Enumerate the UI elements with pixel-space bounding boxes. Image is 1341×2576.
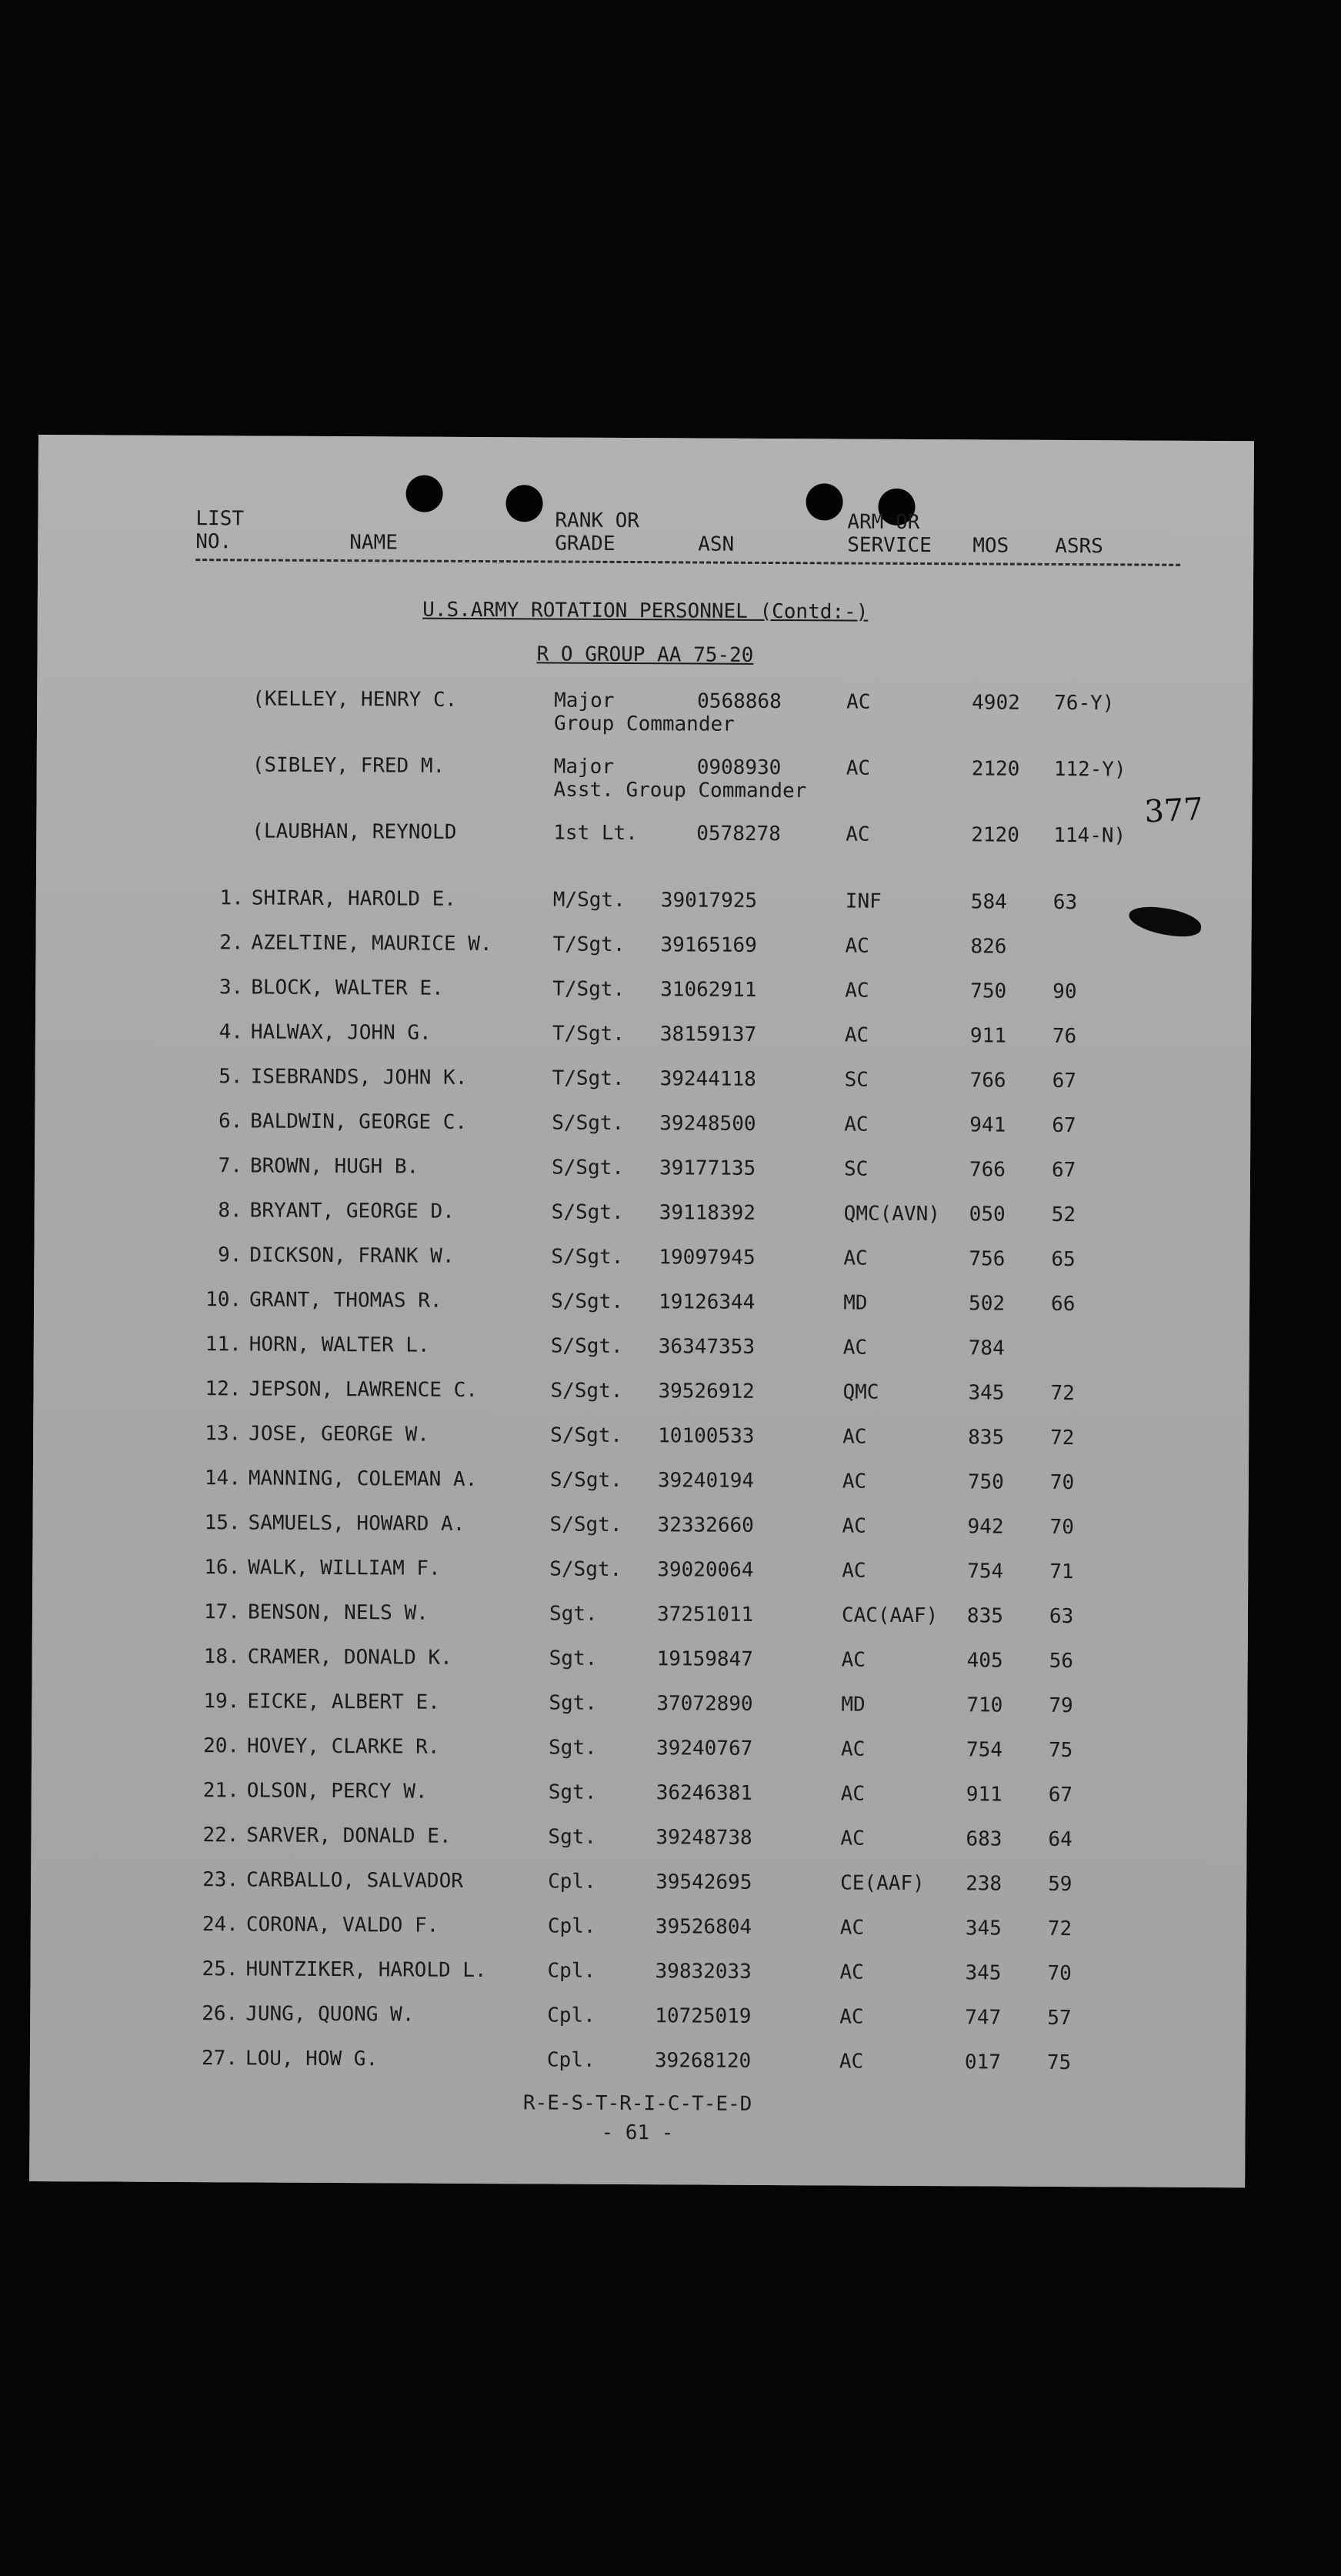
person-rank: Cpl. xyxy=(548,1870,596,1894)
personnel-row xyxy=(32,1733,1247,1784)
person-name: SHIRAR, HAROLD E. xyxy=(251,886,457,911)
person-mos: 710 xyxy=(966,1693,1003,1717)
person-arm: AC xyxy=(839,1960,864,1984)
person-arm: AC xyxy=(844,1113,869,1136)
person-asrs: 52 xyxy=(1051,1203,1076,1227)
person-rank: Cpl. xyxy=(547,1959,596,1983)
person-rank: T/Sgt. xyxy=(552,1022,625,1046)
person-asrs: 90 xyxy=(1052,979,1077,1004)
person-asrs: 72 xyxy=(1050,1381,1075,1406)
punch-hole xyxy=(505,485,542,522)
personnel-row xyxy=(35,975,1251,1026)
person-arm: AC xyxy=(845,934,869,958)
list-number: 13. xyxy=(205,1422,242,1446)
list-number: 10. xyxy=(205,1288,242,1312)
list-number: 22. xyxy=(202,1824,239,1847)
person-asrs: 63 xyxy=(1052,890,1078,915)
person-rank: S/Sgt. xyxy=(551,1245,624,1269)
person-asrs: 70 xyxy=(1049,1515,1074,1540)
list-number: 27. xyxy=(201,2047,239,2070)
restricted-marking: R-E-S-T-R-I-C-T-E-D xyxy=(522,2091,752,2116)
person-arm: QMC xyxy=(842,1380,879,1404)
list-number: 24. xyxy=(202,1913,239,1937)
person-asn: 36246381 xyxy=(655,1781,753,1805)
person-arm: AC xyxy=(842,1470,867,1493)
person-asn: 39165169 xyxy=(660,933,757,957)
person-rank: S/Sgt. xyxy=(550,1423,623,1447)
officer-row xyxy=(37,752,1253,803)
person-mos: 345 xyxy=(965,1917,1002,1940)
personnel-row xyxy=(32,1510,1248,1561)
list-number: 21. xyxy=(202,1779,239,1803)
person-asrs: 70 xyxy=(1049,1470,1075,1495)
personnel-row xyxy=(30,1957,1246,2007)
punch-hole xyxy=(405,475,442,512)
person-mos: 502 xyxy=(969,1292,1006,1316)
officer-arm: AC xyxy=(846,690,871,714)
person-arm: AC xyxy=(842,1336,868,1360)
document-page xyxy=(29,435,1254,2187)
officer-row xyxy=(36,819,1252,869)
personnel-row xyxy=(34,1332,1249,1383)
person-mos: 766 xyxy=(969,1069,1006,1093)
person-asn: 39832033 xyxy=(655,1960,752,1984)
person-mos: 784 xyxy=(968,1336,1005,1360)
person-name: CARBALLO, SALVADOR xyxy=(246,1868,464,1893)
person-mos: 942 xyxy=(967,1515,1004,1539)
person-rank: S/Sgt. xyxy=(551,1156,625,1180)
person-name: MANNING, COLEMAN A. xyxy=(248,1467,478,1492)
header-asrs: ASRS xyxy=(1055,534,1103,559)
officer-arm: AC xyxy=(846,756,871,780)
person-asn: 37072890 xyxy=(656,1692,753,1716)
person-asn: 39020064 xyxy=(657,1558,754,1582)
person-asrs: 71 xyxy=(1049,1560,1074,1584)
person-mos: 345 xyxy=(968,1381,1005,1405)
personnel-row xyxy=(35,1153,1250,1204)
person-asn: 39017925 xyxy=(660,889,758,913)
person-mos: 911 xyxy=(966,1783,1002,1807)
person-mos: 911 xyxy=(969,1024,1006,1048)
person-asn: 39268120 xyxy=(654,2049,752,2073)
personnel-row xyxy=(33,1421,1249,1472)
person-rank: S/Sgt. xyxy=(549,1468,622,1492)
person-asn: 39240194 xyxy=(657,1469,755,1493)
person-mos: 835 xyxy=(966,1604,1004,1628)
officer-role: Asst. Group Commander xyxy=(553,778,807,803)
person-arm: AC xyxy=(843,1246,868,1270)
header-rank: RANK OR GRADE xyxy=(555,509,640,556)
person-asn: 10100533 xyxy=(658,1424,755,1448)
officer-asn: 0568868 xyxy=(697,689,782,714)
person-asrs: 70 xyxy=(1047,1961,1072,1986)
officer-row xyxy=(37,686,1253,737)
person-mos: 766 xyxy=(969,1158,1006,1182)
header-list-no: LIST NO. xyxy=(195,507,245,554)
person-arm: INF xyxy=(845,889,882,913)
person-mos: 683 xyxy=(966,1827,1002,1851)
person-name: JEPSON, LAWRENCE C. xyxy=(249,1377,479,1403)
officer-asrs: 114-N) xyxy=(1053,823,1126,848)
personnel-row xyxy=(31,1823,1246,1874)
person-asn: 39526912 xyxy=(658,1380,755,1403)
person-asrs: 72 xyxy=(1047,1917,1072,1941)
person-asrs: 75 xyxy=(1048,1738,1073,1763)
person-arm: CAC(AAF) xyxy=(841,1603,939,1628)
personnel-row xyxy=(35,1109,1250,1160)
person-arm: AC xyxy=(840,1737,866,1761)
person-arm: MD xyxy=(843,1291,868,1315)
person-name: HALWAX, JOHN G. xyxy=(250,1020,432,1045)
person-rank: S/Sgt. xyxy=(549,1557,622,1581)
person-name: BLOCK, WALTER E. xyxy=(251,976,444,1000)
person-name: JUNG, QUONG W. xyxy=(245,2002,415,2027)
person-rank: S/Sgt. xyxy=(552,1111,625,1135)
person-asrs: 67 xyxy=(1052,1113,1076,1138)
person-arm: AC xyxy=(841,1648,866,1672)
list-number: 17. xyxy=(203,1600,241,1624)
person-name: HOVEY, CLARKE R. xyxy=(247,1734,440,1759)
personnel-row xyxy=(36,886,1252,936)
personnel-row xyxy=(35,1019,1251,1070)
person-mos: 941 xyxy=(969,1113,1006,1137)
list-number: 26. xyxy=(202,2002,239,2026)
person-arm: CE(AAF) xyxy=(840,1871,925,1896)
person-rank: Cpl. xyxy=(546,2048,595,2072)
officer-name: (LAUBHAN, REYNOLD xyxy=(252,819,457,844)
person-name: HORN, WALTER L. xyxy=(249,1333,430,1357)
person-asrs: 56 xyxy=(1049,1649,1074,1673)
person-mos: 050 xyxy=(969,1203,1006,1226)
person-asn: 39240767 xyxy=(655,1737,753,1760)
person-asrs: 67 xyxy=(1051,1158,1076,1183)
person-mos: 747 xyxy=(965,2006,1002,2030)
person-mos: 017 xyxy=(964,2050,1001,2074)
person-mos: 584 xyxy=(970,890,1007,914)
officer-rank: 1st Lt. xyxy=(553,821,638,846)
list-number: 14. xyxy=(204,1467,241,1490)
person-asn: 31062911 xyxy=(660,978,757,1002)
list-number: 7. xyxy=(218,1154,243,1178)
person-name: WALK, WILLIAM F. xyxy=(248,1556,441,1580)
person-asn: 39542695 xyxy=(655,1870,752,1894)
punch-hole xyxy=(806,483,842,520)
list-number: 6. xyxy=(218,1109,243,1133)
personnel-row xyxy=(32,1778,1247,1829)
person-mos: 750 xyxy=(970,979,1007,1003)
list-number: 18. xyxy=(203,1645,240,1669)
personnel-row xyxy=(31,1912,1246,1963)
personnel-row xyxy=(34,1243,1249,1293)
person-name: LOU, HOW G. xyxy=(245,2047,379,2071)
person-name: AZELTINE, MAURICE W. xyxy=(251,931,492,956)
personnel-row xyxy=(32,1689,1247,1740)
person-rank: M/Sgt. xyxy=(552,888,625,913)
person-name: BROWN, HUGH B. xyxy=(249,1154,419,1179)
person-arm: AC xyxy=(839,2050,864,2074)
person-rank: S/Sgt. xyxy=(551,1290,624,1313)
personnel-row xyxy=(32,1600,1248,1650)
person-asrs: 67 xyxy=(1052,1069,1077,1093)
person-asn: 10725019 xyxy=(655,2004,752,2028)
officer-asrs: 112-Y) xyxy=(1053,757,1126,782)
officer-mos: 4902 xyxy=(972,691,1020,715)
person-rank: Cpl. xyxy=(547,1914,596,1938)
person-mos: 756 xyxy=(969,1247,1006,1271)
list-number: 9. xyxy=(218,1243,242,1267)
person-mos: 405 xyxy=(966,1649,1003,1673)
person-name: CRAMER, DONALD K. xyxy=(247,1645,452,1670)
person-rank: T/Sgt. xyxy=(552,933,625,957)
list-number: 2. xyxy=(219,931,244,955)
personnel-row xyxy=(34,1287,1249,1338)
list-number: 1. xyxy=(219,886,244,910)
person-asn: 39177135 xyxy=(659,1156,756,1180)
person-asn: 19126344 xyxy=(659,1290,756,1314)
list-number: 11. xyxy=(205,1333,242,1356)
person-asn: 39526804 xyxy=(655,1915,752,1939)
list-number: 20. xyxy=(203,1734,240,1758)
person-asrs: 65 xyxy=(1051,1247,1076,1272)
person-mos: 835 xyxy=(968,1426,1005,1450)
officer-mos: 2120 xyxy=(971,823,1019,847)
person-arm: AC xyxy=(840,1782,866,1806)
person-arm: AC xyxy=(839,2005,864,2029)
person-asn: 32332660 xyxy=(657,1513,754,1537)
personnel-row xyxy=(35,930,1251,981)
officer-role: Group Commander xyxy=(553,712,735,736)
person-asrs: 67 xyxy=(1048,1783,1073,1807)
officer-asrs: 76-Y) xyxy=(1054,691,1115,716)
officer-name: (SIBLEY, FRED M. xyxy=(252,753,445,778)
page-number: - 61 - xyxy=(601,2121,674,2145)
person-rank: Sgt. xyxy=(548,1780,597,1804)
person-arm: MD xyxy=(841,1693,866,1717)
officer-rank: Major xyxy=(553,755,615,779)
person-name: OLSON, PERCY W. xyxy=(246,1779,428,1804)
person-asn: 38159137 xyxy=(659,1023,757,1046)
person-name: HUNTZIKER, HAROLD L. xyxy=(245,1957,487,1983)
list-number: 5. xyxy=(218,1065,243,1089)
person-asn: 39118392 xyxy=(659,1201,756,1225)
person-name: BRYANT, GEORGE D. xyxy=(249,1199,455,1223)
list-number: 15. xyxy=(204,1511,241,1535)
personnel-row xyxy=(32,1555,1248,1606)
person-rank: Sgt. xyxy=(549,1602,598,1626)
header-arm: ARM OR SERVICE xyxy=(847,510,932,558)
person-name: BALDWIN, GEORGE C. xyxy=(250,1109,468,1134)
officer-rank: Major xyxy=(554,689,615,712)
person-arm: AC xyxy=(839,1916,865,1940)
person-asn: 36347353 xyxy=(658,1335,756,1359)
officer-arm: AC xyxy=(846,823,870,846)
list-number: 3. xyxy=(218,976,244,999)
person-asn: 39248738 xyxy=(655,1826,752,1850)
person-arm: AC xyxy=(845,979,869,1003)
personnel-row xyxy=(35,1198,1250,1249)
header-asn: ASN xyxy=(698,532,735,556)
person-arm: AC xyxy=(844,1023,869,1047)
person-asn: 39248500 xyxy=(659,1112,756,1136)
list-number: 4. xyxy=(218,1020,244,1044)
person-mos: 345 xyxy=(965,1961,1002,1985)
person-rank: S/Sgt. xyxy=(550,1379,623,1403)
person-arm: AC xyxy=(842,1425,867,1449)
officer-mos: 2120 xyxy=(971,757,1020,781)
handwritten-page-number: 377 xyxy=(1143,791,1204,830)
personnel-row xyxy=(35,1064,1250,1115)
person-arm: AC xyxy=(842,1559,866,1583)
personnel-row xyxy=(30,2001,1246,2052)
officer-asn: 0908930 xyxy=(696,756,782,780)
person-mos: 238 xyxy=(966,1872,1002,1896)
person-asrs: 72 xyxy=(1050,1426,1075,1450)
person-rank: S/Sgt. xyxy=(549,1513,622,1537)
person-mos: 754 xyxy=(966,1738,1003,1762)
person-name: JOSE, GEORGE W. xyxy=(249,1422,430,1446)
person-rank: T/Sgt. xyxy=(552,1066,625,1090)
person-rank: S/Sgt. xyxy=(551,1200,624,1224)
personnel-row xyxy=(33,1466,1249,1517)
person-mos: 754 xyxy=(967,1560,1004,1583)
person-asrs: 76 xyxy=(1052,1024,1077,1049)
header-mos: MOS xyxy=(972,534,1009,558)
person-arm: QMC(AVN) xyxy=(843,1202,941,1226)
person-asrs: 66 xyxy=(1051,1292,1076,1316)
person-arm: AC xyxy=(840,1827,865,1850)
list-number: 12. xyxy=(205,1377,242,1401)
person-name: EICKE, ALBERT E. xyxy=(247,1690,440,1714)
person-rank: Sgt. xyxy=(548,1825,597,1849)
officer-asn: 0578278 xyxy=(696,822,781,846)
person-name: GRANT, THOMAS R. xyxy=(249,1288,442,1313)
person-mos: 826 xyxy=(970,935,1007,959)
person-asn: 37251011 xyxy=(656,1603,754,1627)
document-title: U.S.ARMY ROTATION PERSONNEL (Contd:-) xyxy=(422,598,869,624)
person-name: ISEBRANDS, JOHN K. xyxy=(250,1065,468,1089)
person-mos: 750 xyxy=(967,1470,1004,1494)
list-number: 25. xyxy=(202,1957,239,1981)
list-number: 16. xyxy=(204,1556,241,1580)
person-rank: S/Sgt. xyxy=(550,1334,623,1358)
person-name: DICKSON, FRANK W. xyxy=(249,1243,455,1268)
person-name: CORONA, VALDO F. xyxy=(245,1913,439,1937)
officer-name: (KELLEY, HENRY C. xyxy=(252,687,458,712)
header-name: NAME xyxy=(349,531,398,555)
group-title: R O GROUP AA 75-20 xyxy=(536,642,754,667)
person-name: SAMUELS, HOWARD A. xyxy=(248,1511,465,1536)
person-asrs: 64 xyxy=(1048,1827,1072,1852)
person-asn: 39244118 xyxy=(659,1067,756,1091)
person-rank: Cpl. xyxy=(547,2004,595,2027)
person-name: BENSON, NELS W. xyxy=(247,1600,429,1625)
person-rank: Sgt. xyxy=(548,1736,597,1760)
list-number: 23. xyxy=(202,1868,239,1892)
person-asrs: 63 xyxy=(1049,1604,1074,1629)
person-arm: AC xyxy=(842,1514,866,1538)
person-asn: 19097945 xyxy=(659,1246,756,1270)
list-number: 19. xyxy=(203,1690,240,1713)
header-rule xyxy=(195,559,1180,566)
person-asn: 19159847 xyxy=(656,1647,753,1671)
person-asrs: 79 xyxy=(1049,1693,1073,1718)
person-rank: Sgt. xyxy=(549,1691,598,1715)
person-name: SARVER, DONALD E. xyxy=(246,1824,452,1848)
person-rank: T/Sgt. xyxy=(552,977,625,1002)
person-asrs: 75 xyxy=(1046,2050,1072,2075)
person-arm: SC xyxy=(843,1157,869,1181)
personnel-row xyxy=(32,1644,1247,1695)
person-asrs: 59 xyxy=(1048,1872,1072,1897)
personnel-row xyxy=(33,1376,1249,1427)
personnel-row xyxy=(31,1867,1246,1918)
person-arm: SC xyxy=(844,1068,869,1092)
person-asrs: 57 xyxy=(1047,2006,1072,2030)
list-number: 8. xyxy=(218,1199,242,1223)
person-rank: Sgt. xyxy=(549,1647,598,1670)
